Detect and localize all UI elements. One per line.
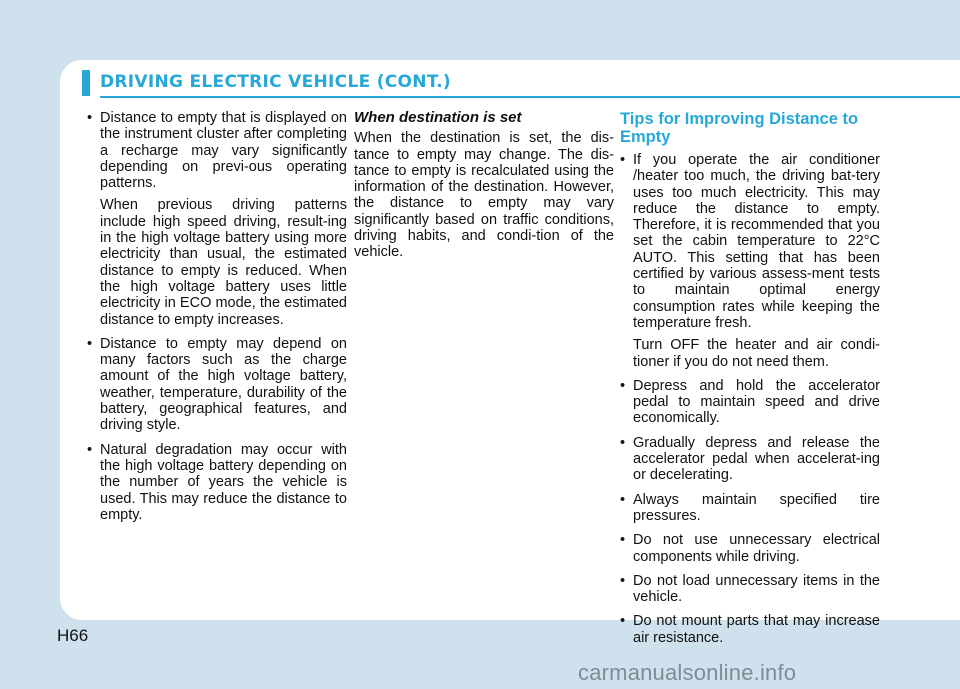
list-item [620,152,880,370]
tips-list [620,152,880,646]
list-item: • Distance to empty may depend on many factors such as the charge amount of the high voltage battery, weather, temperature, durability of the battery, geographical features, and driving style. [87,336,347,434]
list-item: • Do not use unnecessary electrical components while driving. [620,532,880,565]
list-item: • Natural degradation may occur with the high voltage battery depending on the number of years the vehicle is used. This may reduce the distance to empty. [87,442,347,523]
section-header-rule [100,96,960,98]
column-left [87,110,347,531]
column-right [620,110,880,654]
paragraph-destination: When the destination is set, the dis-tance to empty may change. The dis-tance to empty is recalculated using the information of the destination. However, the distance to empty may vary significantly based on traffic conditions, driving habits, and condi-tion of the vehicle. [354,130,614,261]
column-middle [354,110,614,261]
page-number: H66 [57,626,89,645]
watermark-text: carmanualsonline.info [578,660,797,685]
section-title: DRIVING ELECTRIC VEHICLE (CONT.) [100,72,451,92]
list-item: • Always maintain specified tire pressures. [620,492,880,525]
list-item: • Do not mount parts that may increase air resistance. [620,613,880,646]
list-item-text: If you operate the air conditioner /heater too much, the driving bat-tery uses too much electricity. This may reduce the distance to empty. Therefore, it is recommended that you set the cabin temperature to 22°C AUTO. This setting that has been certified by various assess-ment tests to maintain optimal energy consumption rates while keeping the temperature fresh. [633,152,880,331]
list-item-subparagraph: Turn OFF the heater and air condi-tioner if you do not need them. [633,337,880,370]
section-header-bar [82,70,90,96]
subheading-tips: Tips for Improving Distance to Empty [620,110,859,146]
list-item: • Do not load unnecessary items in the vehicle. [620,573,880,606]
list-item-subparagraph: When previous driving patterns include high speed driving, result-ing in the high voltage battery using more electricity than usual, the estimated distance to empty is reduced. When the high voltage battery uses little electricity in ECO mode, the estimated distance to empty increases. [100,197,347,328]
bullet-list [87,110,347,523]
list-item: • Depress and hold the accelerator pedal to maintain speed and drive economically. [620,378,880,427]
list-item-text: Distance to empty that is displayed on the instrument cluster after completing a recharge may vary significantly depending on previ-ous operating patterns. [100,110,347,192]
list-item [87,110,347,328]
list-item: • Gradually depress and release the accelerator pedal when accelerat-ing or decelerating. [620,435,880,484]
subheading-destination: When destination is set [354,109,522,126]
